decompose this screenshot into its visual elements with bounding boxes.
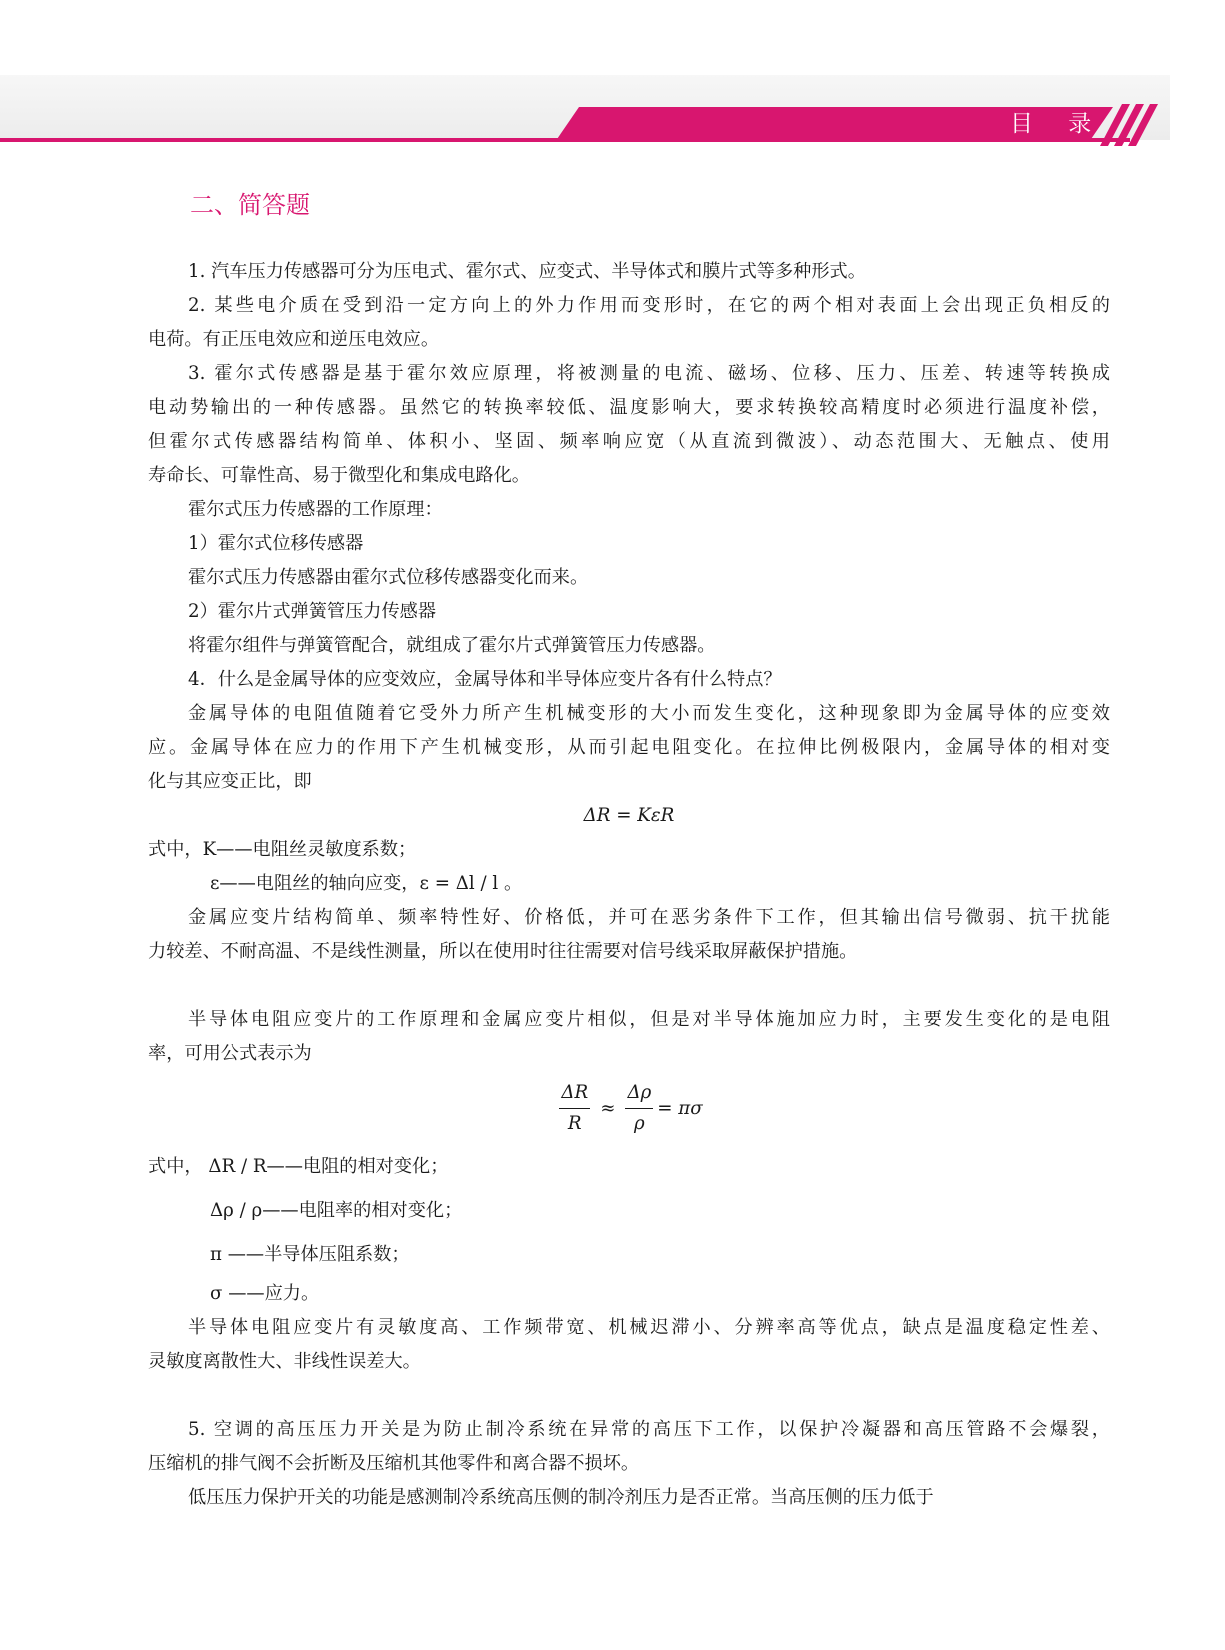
definition-delta-r: 式中， ΔR / R——电阻的相对变化； — [148, 1156, 449, 1177]
answer-4-line-2: 应。金属导体在应力的作用下产生机械变形，从而引起电阻变化。在拉伸比例极限内，金属导体的相对变 — [148, 737, 1110, 758]
answer-3-line-1: 3. 霍尔式传感器是基于霍尔效应原理，将被测量的电流、磁场、位移、压力、压差、转速等转换成 — [188, 363, 1110, 384]
fraction-numerator: ΔR — [559, 1080, 590, 1109]
stripes-decoration-icon — [1100, 104, 1170, 146]
answer-3-line-4: 寿命长、可靠性高、易于微型化和集成电路化。 — [148, 465, 530, 486]
hall-item-1: 1）霍尔式位移传感器 — [188, 533, 364, 554]
answer-5-line-3: 低压压力保护开关的功能是感测制冷系统高压侧的制冷剂压力是否正常。当高压侧的压力低于 — [188, 1487, 934, 1508]
definition-delta-rho: Δρ / ρ——电阻率的相对变化； — [210, 1200, 463, 1221]
equation-rhs: = πσ — [657, 1097, 703, 1119]
fraction-numerator: Δρ — [625, 1080, 653, 1109]
metal-gauge-line-1: 金属应变片结构简单、频率特性好、价格低，并可在恶劣条件下工作，但其输出信号微弱、抗干扰能 — [188, 907, 1110, 928]
semiconductor-merits-line-2: 灵敏度离散性大、非线性误差大。 — [148, 1351, 421, 1372]
answer-1: 1. 汽车压力传感器可分为压电式、霍尔式、应变式、半导体式和膜片式等多种形式。 — [188, 261, 866, 282]
hall-principle-heading: 霍尔式压力传感器的工作原理： — [188, 499, 443, 520]
fraction-denominator: ρ — [634, 1112, 645, 1134]
definition-pi: π ——半导体压阻系数； — [210, 1244, 410, 1265]
semiconductor-line-2: 率，可用公式表示为 — [148, 1043, 312, 1064]
fraction-denominator: R — [567, 1112, 582, 1134]
fraction-delta-rho — [625, 1080, 653, 1137]
definition-epsilon: ε——电阻丝的轴向应变，ε = Δl / l 。 — [210, 873, 523, 894]
answer-2-line-2: 电荷。有正压电效应和逆压电效应。 — [148, 329, 440, 350]
toc-label[interactable]: 目 录 — [1010, 111, 1106, 137]
semiconductor-line-1: 半导体电阻应变片的工作原理和金属应变片相似，但是对半导体施加应力时，主要发生变化的是电阻 — [188, 1009, 1110, 1030]
definition-sigma: σ ——应力。 — [210, 1283, 320, 1304]
document-body — [148, 255, 1110, 1515]
metal-gauge-line-2: 力较差、不耐高温、不是线性测量，所以在使用时往往需要对信号线采取屏蔽保护措施。 — [148, 941, 858, 962]
approx-sign: ≈ — [600, 1097, 616, 1119]
equation-2 — [148, 1071, 1110, 1145]
section-title: 二、简答题 — [190, 191, 310, 219]
hall-item-2: 2）霍尔片式弹簧管压力传感器 — [188, 601, 437, 622]
answer-5-line-2: 压缩机的排气阀不会折断及压缩机其他零件和离合器不损坏。 — [148, 1453, 640, 1474]
answer-4-line-1: 金属导体的电阻值随着它受外力所产生机械变形的大小而发生变化，这种现象即为金属导体的应变效 — [188, 703, 1110, 724]
answer-4-line-3: 化与其应变正比，即 — [148, 771, 312, 792]
answer-5-line-1: 5. 空调的高压压力开关是为防止制冷系统在异常的高压下工作，以保护冷凝器和高压管路不会爆裂， — [188, 1419, 1110, 1440]
hall-item-1-text: 霍尔式压力传感器由霍尔式位移传感器变化而来。 — [188, 567, 589, 588]
definition-k: 式中，K——电阻丝灵敏度系数； — [148, 839, 417, 860]
answer-3-line-3: 但霍尔式传感器结构简单、体积小、坚固、频率响应宽（从直流到微波）、动态范围大、无触点、使用 — [148, 431, 1110, 452]
answer-3-line-2: 电动势输出的一种传感器。虽然它的转换率较低、温度影响大，要求转换较高精度时必须进行温度补偿， — [148, 397, 1110, 418]
semiconductor-merits-line-1: 半导体电阻应变片有灵敏度高、工作频带宽、机械迟滞小、分辨率高等优点，缺点是温度稳定性差、 — [188, 1317, 1110, 1338]
hall-item-2-text: 将霍尔组件与弹簧管配合，就组成了霍尔片式弹簧管压力传感器。 — [188, 635, 716, 656]
answer-2-line-1: 2. 某些电介质在受到沿一定方向上的外力作用而变形时，在它的两个相对表面上会出现正负相反的 — [188, 295, 1110, 316]
equation-1: ΔR = KεR — [583, 805, 675, 826]
fraction-delta-r — [559, 1080, 590, 1137]
question-4: 4．什么是金属导体的应变效应，金属导体和半导体应变片各有什么特点？ — [188, 669, 782, 690]
